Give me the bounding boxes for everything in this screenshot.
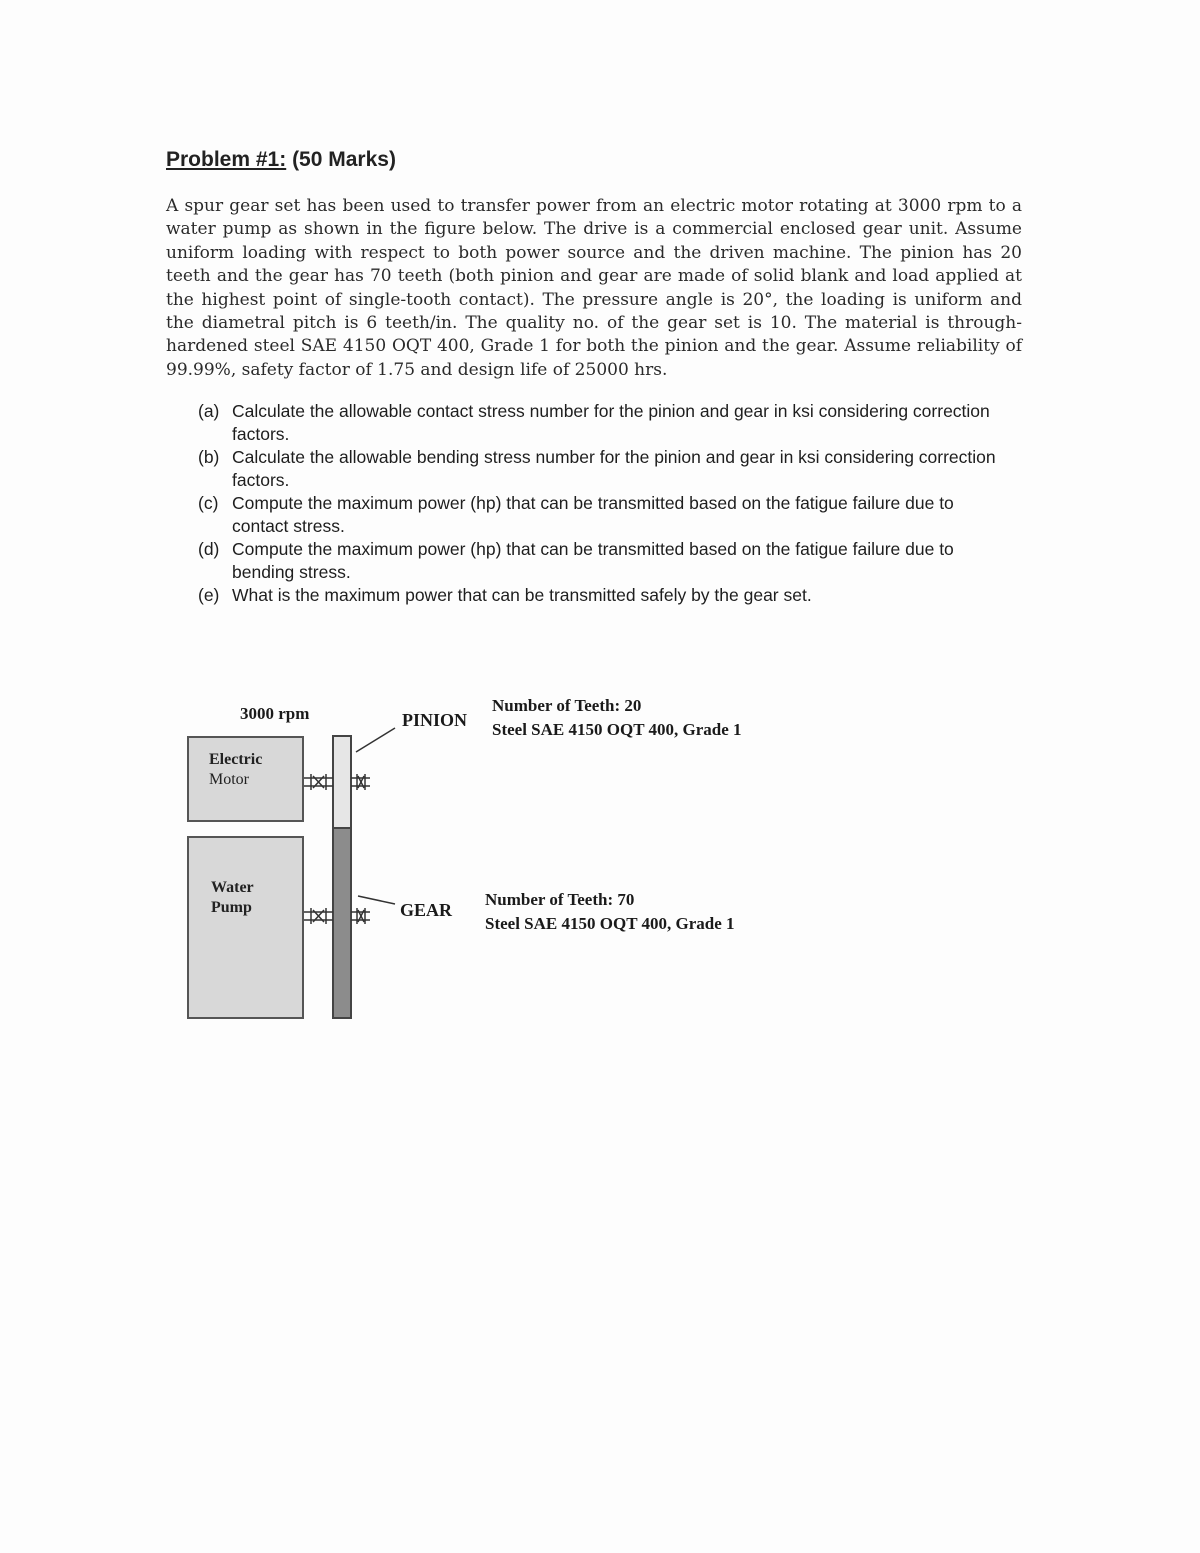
question-item	[198, 400, 1008, 446]
question-list	[198, 400, 1008, 607]
gear-teeth-text: Number of Teeth: 70	[485, 890, 635, 909]
question-label: (c)	[198, 493, 219, 513]
pinion-leader-line	[356, 728, 395, 752]
gear-material-text: Steel SAE 4150 OQT 400, Grade 1	[485, 914, 735, 933]
question-text: Compute the maximum power (hp) that can be transmitted based on the fatigue failure due to bending stress.	[232, 539, 954, 582]
question-item	[198, 538, 1008, 584]
problem-heading	[166, 148, 396, 172]
pump-label-line2: Pump	[211, 899, 252, 916]
question-item	[198, 446, 1008, 492]
question-text: Compute the maximum power (hp) that can be transmitted based on the fatigue failure due to contact stress.	[232, 493, 954, 536]
gear-leader-line	[358, 896, 395, 904]
question-label: (a)	[198, 401, 220, 421]
question-item	[198, 492, 1008, 538]
motor-label-line1: Electric	[209, 751, 263, 768]
problem-title: Problem #1:	[166, 148, 287, 171]
question-text: Calculate the allowable bending stress number for the pinion and gear in ksi considering correction factors.	[232, 447, 996, 490]
gear-drive-figure	[180, 690, 820, 1030]
motor-label-line2: Motor	[209, 771, 249, 788]
pinion-teeth-text: Number of Teeth: 20	[492, 696, 642, 715]
motor-speed-label: 3000 rpm	[240, 704, 310, 723]
question-text: Calculate the allowable contact stress number for the pinion and gear in ksi considering correction factors.	[232, 401, 990, 444]
question-text: What is the maximum power that can be transmitted safely by the gear set.	[232, 585, 812, 605]
pinion-material-text: Steel SAE 4150 OQT 400, Grade 1	[492, 720, 742, 739]
pinion-body	[333, 736, 351, 828]
problem-statement: A spur gear set has been used to transfer power from an electric motor rotating at 3000 rpm to a water pump as shown in the figure below. The drive is a commercial enclosed gear unit. Assume uniform loading with respect to both power source and the driven machine. The pinion has 20 teeth and the gear has 70 teeth (both pinion and gear are made of solid blank and load applied at the highest point of single-tooth contact). The pressure angle is 20°, the loading is uniform and the diametral pitch is 6 teeth/in. The quality no. of the gear set is 10. The material is through-hardened steel SAE 4150 OQT 400, Grade 1 for both the pinion and the gear. Assume reliability of 99.99%, safety factor of 1.75 and design life of 25000 hrs.	[166, 196, 1022, 380]
gear-label: GEAR	[400, 900, 453, 920]
shaft-and-gears-drawing	[180, 690, 820, 1030]
pinion-label: PINION	[402, 710, 468, 730]
question-label: (d)	[198, 539, 220, 559]
question-label: (b)	[198, 447, 220, 467]
gear-body	[333, 828, 351, 1018]
problem-marks: (50 Marks)	[292, 148, 396, 171]
pump-label-line1: Water	[211, 879, 254, 896]
question-label: (e)	[198, 585, 220, 605]
question-item	[198, 584, 1008, 607]
